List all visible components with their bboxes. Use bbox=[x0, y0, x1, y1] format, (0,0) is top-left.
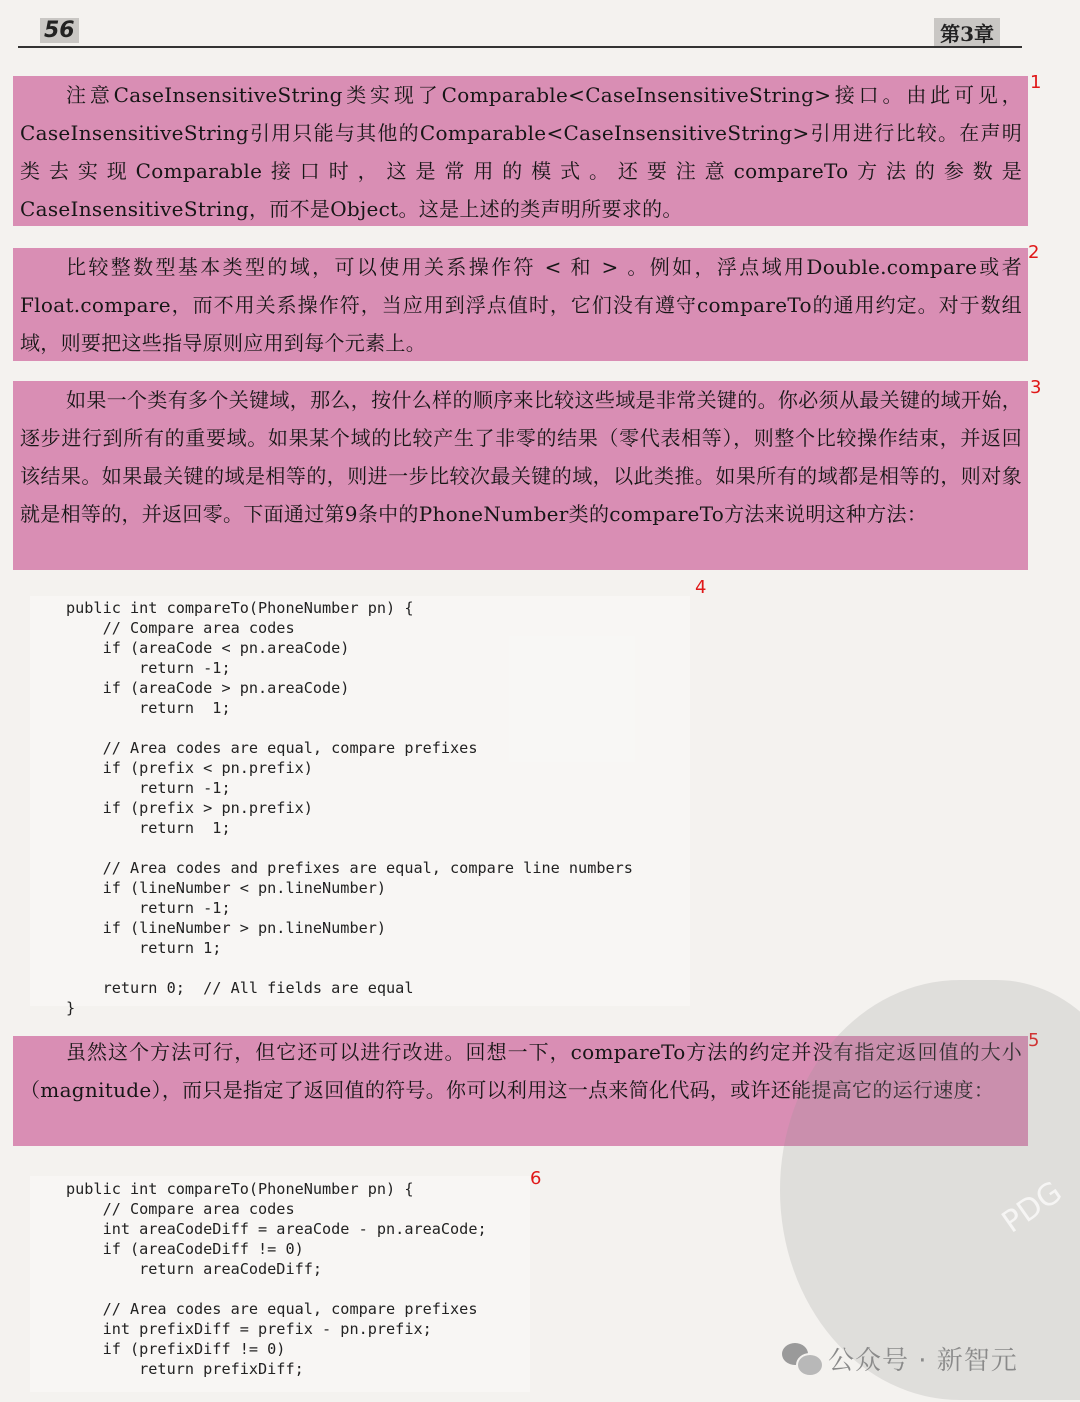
code-line: return prefixDiff; bbox=[66, 1360, 304, 1378]
annotation-marker-4: 4 bbox=[695, 577, 707, 598]
code-line: return -1; bbox=[66, 779, 231, 797]
watermark-pdg: PDG bbox=[995, 1174, 1069, 1241]
code-line bbox=[66, 958, 633, 978]
page-header bbox=[18, 14, 1022, 48]
code-line: if (lineNumber < pn.lineNumber) bbox=[66, 879, 387, 897]
code-line: if (prefix < pn.prefix) bbox=[66, 759, 313, 777]
code-line: return 1; bbox=[66, 819, 231, 837]
annotation-marker-6: 6 bbox=[530, 1168, 542, 1189]
code-line: return 0; // All fields are equal bbox=[66, 979, 414, 997]
code-line: return areaCodeDiff; bbox=[66, 1260, 323, 1278]
code-line: int areaCodeDiff = areaCode - pn.areaCode; bbox=[66, 1220, 487, 1238]
code-line: return 1; bbox=[66, 699, 231, 717]
annotation-marker-1: 1 bbox=[1030, 72, 1042, 93]
code-line: } bbox=[66, 999, 76, 1017]
annotation-marker-5: 5 bbox=[1028, 1030, 1040, 1051]
code-line: public int compareTo(PhoneNumber pn) { bbox=[66, 599, 414, 617]
code-line: return 1; bbox=[66, 939, 222, 957]
code-block-1-text bbox=[66, 598, 633, 1018]
code-line: if (areaCode > pn.areaCode) bbox=[66, 679, 350, 697]
header-rule bbox=[18, 46, 1022, 48]
code-line: if (prefixDiff != 0) bbox=[66, 1340, 286, 1358]
annotation-marker-2: 2 bbox=[1028, 242, 1040, 263]
code-line: if (prefix > pn.prefix) bbox=[66, 799, 313, 817]
page-number: 56 bbox=[40, 18, 79, 43]
wechat-icon bbox=[780, 1341, 822, 1375]
wechat-badge bbox=[780, 1338, 1018, 1378]
code-line: public int compareTo(PhoneNumber pn) { bbox=[66, 1180, 414, 1198]
chapter-label: 第3章 bbox=[934, 18, 1000, 47]
code-line: // Compare area codes bbox=[66, 619, 295, 637]
code-line: return -1; bbox=[66, 899, 231, 917]
code-line: return -1; bbox=[66, 659, 231, 677]
code-line: if (lineNumber > pn.lineNumber) bbox=[66, 919, 387, 937]
code-line bbox=[66, 718, 633, 738]
paragraph-1: 注意CaseInsensitiveString类实现了Comparable<CaseInsensitiveString>接口。由此可见，CaseInsensitiveString引用只能与其他的Comparable<CaseInsensitiveString>引用进行比较。在声明类去实现Comparable接口时，这是常用的模式。还要注意compareTo方法的参数是CaseInsensitiveString，而不是Object。这是上述的类声明所要求的。 bbox=[20, 83, 1022, 221]
code-line bbox=[66, 838, 633, 858]
code-line: // Area codes are equal, compare prefixes bbox=[66, 739, 478, 757]
code-line bbox=[66, 1279, 487, 1299]
wechat-account-label: 公众号 · 新智元 bbox=[828, 1345, 1018, 1376]
code-line: // Compare area codes bbox=[66, 1200, 295, 1218]
paragraph-4: 虽然这个方法可行，但它还可以进行改进。回想一下，compareTo方法的约定并没有指定返回值的大小（magnitude），而只是指定了返回值的符号。你可以利用这一点来简化代码，或许还能提高它的运行速度： bbox=[20, 1040, 1022, 1102]
annotation-marker-3: 3 bbox=[1030, 377, 1042, 398]
code-line: if (areaCodeDiff != 0) bbox=[66, 1240, 304, 1258]
paragraph-3: 如果一个类有多个关键域，那么，按什么样的顺序来比较这些域是非常关键的。你必须从最关键的域开始，逐步进行到所有的重要域。如果某个域的比较产生了非零的结果（零代表相等），则整个比较操作结束，并返回该结果。如果最关键的域是相等的，则进一步比较次最关键的域，以此类推。如果所有的域都是相等的，则对象就是相等的，并返回零。下面通过第9条中的PhoneNumber类的compareTo方法来说明这种方法： bbox=[20, 388, 1022, 526]
code-block-2-text bbox=[66, 1179, 487, 1379]
paragraph-2: 比较整数型基本类型的域，可以使用关系操作符 < 和 > 。例如，浮点域用Double.compare或者Float.compare，而不用关系操作符，当应用到浮点值时，它们没有遵守compareTo的通用约定。对于数组域，则要把这些指导原则应用到每个元素上。 bbox=[20, 255, 1022, 355]
code-line: if (areaCode < pn.areaCode) bbox=[66, 639, 350, 657]
code-line: // Area codes are equal, compare prefixes bbox=[66, 1300, 478, 1318]
code-line: int prefixDiff = prefix - pn.prefix; bbox=[66, 1320, 432, 1338]
code-line: // Area codes and prefixes are equal, compare line numbers bbox=[66, 859, 633, 877]
